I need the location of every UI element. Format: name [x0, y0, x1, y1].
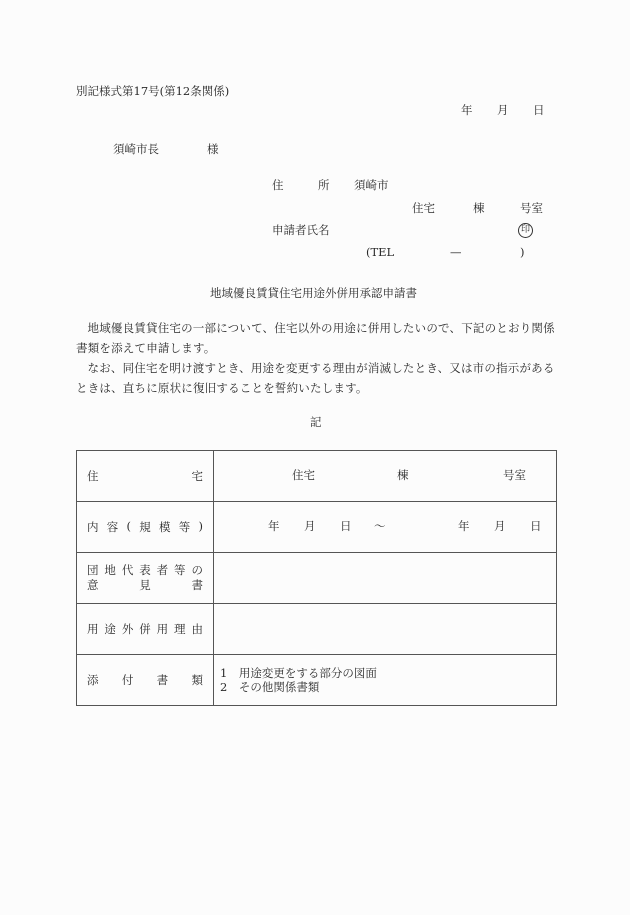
period-start-month: 月 — [304, 519, 316, 533]
applicant-housing: 住宅 — [412, 201, 435, 215]
tel-open: (TEL — [366, 245, 395, 259]
address-value: 須崎市 — [354, 178, 389, 192]
label-char: 代 — [121, 563, 134, 577]
period-start-day: 日 — [340, 519, 352, 533]
ki-heading: 記 — [310, 415, 322, 429]
label-content — [77, 502, 214, 553]
label-housing-a: 住 — [87, 469, 99, 483]
value-opinion[interactable] — [214, 553, 557, 604]
label-char: 理 — [174, 622, 186, 636]
period-end-day: 日 — [530, 519, 542, 533]
period-tilde: 〜 — [374, 519, 386, 533]
value-content[interactable] — [214, 502, 557, 553]
table-row-attachments — [77, 655, 557, 706]
seal-mark: 印 — [518, 223, 533, 238]
label-char: 書 — [191, 578, 203, 592]
label-char: 併 — [139, 622, 151, 636]
label-char: 添 — [87, 673, 99, 687]
label-char: 等 — [174, 563, 186, 577]
label-char: 意 — [87, 578, 99, 592]
value-housing[interactable] — [214, 451, 557, 502]
date-month: 月 — [497, 103, 509, 117]
value-attachments — [214, 655, 557, 706]
label-char: 用 — [156, 622, 169, 636]
table-row-opinion — [77, 553, 557, 604]
label-char: ( — [126, 519, 131, 533]
address-label-1: 住 — [272, 178, 284, 192]
seal-icon — [518, 223, 533, 238]
label-char: 途 — [104, 622, 116, 636]
label-housing — [77, 451, 214, 502]
label-char: ) — [198, 519, 203, 533]
label-char: 団 — [87, 563, 99, 577]
label-reason — [77, 604, 214, 655]
label-attachments — [77, 655, 214, 706]
attachment-item-1: 1 用途変更をする部分の図面 — [220, 666, 377, 680]
label-char: 容 — [106, 520, 119, 534]
label-char: 見 — [139, 578, 151, 592]
housing-text: 住宅 — [292, 468, 315, 482]
applicant-name-label: 申請者氏名 — [272, 223, 330, 237]
label-char: の — [191, 563, 203, 577]
label-char: 等 — [178, 520, 191, 534]
addressee-honorific: 様 — [207, 142, 219, 156]
label-char: 外 — [121, 622, 134, 636]
table-row-reason — [77, 604, 557, 655]
addressee-name: 須崎市長 — [113, 142, 159, 156]
period-end-month: 月 — [494, 519, 506, 533]
date-day: 日 — [533, 103, 545, 117]
period-end-year: 年 — [458, 519, 470, 533]
applicant-building: 棟 — [473, 201, 485, 215]
label-char: 地 — [104, 563, 116, 577]
label-char: 付 — [121, 673, 134, 687]
application-table — [76, 450, 557, 706]
label-char: 由 — [191, 622, 203, 636]
document-title: 地域優良賃貸住宅用途外併用承認申請書 — [210, 286, 417, 300]
label-char: 書 — [156, 673, 169, 687]
label-opinion — [77, 553, 214, 604]
tel-dash: — — [450, 245, 462, 259]
applicant-room: 号室 — [520, 201, 543, 215]
date-year: 年 — [461, 103, 473, 117]
table-row-housing — [77, 451, 557, 502]
building-text: 棟 — [397, 468, 409, 482]
label-char: 者 — [156, 563, 169, 577]
label-char: 規 — [139, 520, 151, 534]
label-char: 用 — [87, 622, 99, 636]
tel-close: ) — [520, 245, 525, 259]
room-text: 号室 — [503, 468, 526, 482]
value-reason[interactable] — [214, 604, 557, 655]
address-label-2: 所 — [318, 178, 330, 192]
body-paragraph-2: なお、同住宅を明け渡すとき、用途を変更する理由が消滅したとき、又は市の指示があるときは、直ちに原状に復旧することを誓約いたします。 — [76, 361, 555, 395]
table-row-content — [77, 502, 557, 553]
form-number: 別記様式第17号(第12条関係) — [76, 84, 230, 98]
period-start-year: 年 — [268, 519, 280, 533]
attachment-item-2: 2 その他関係書類 — [220, 680, 320, 694]
label-char: 表 — [139, 563, 151, 577]
label-char: 模 — [159, 520, 171, 534]
label-char: 類 — [191, 673, 203, 687]
label-char: 内 — [87, 520, 99, 534]
body-paragraph-1: 地域優良賃貸住宅の一部について、住宅以外の用途に併用したいので、下記のとおり関係書類を添えて申請します。 — [76, 321, 555, 355]
label-housing-b: 宅 — [191, 469, 203, 483]
